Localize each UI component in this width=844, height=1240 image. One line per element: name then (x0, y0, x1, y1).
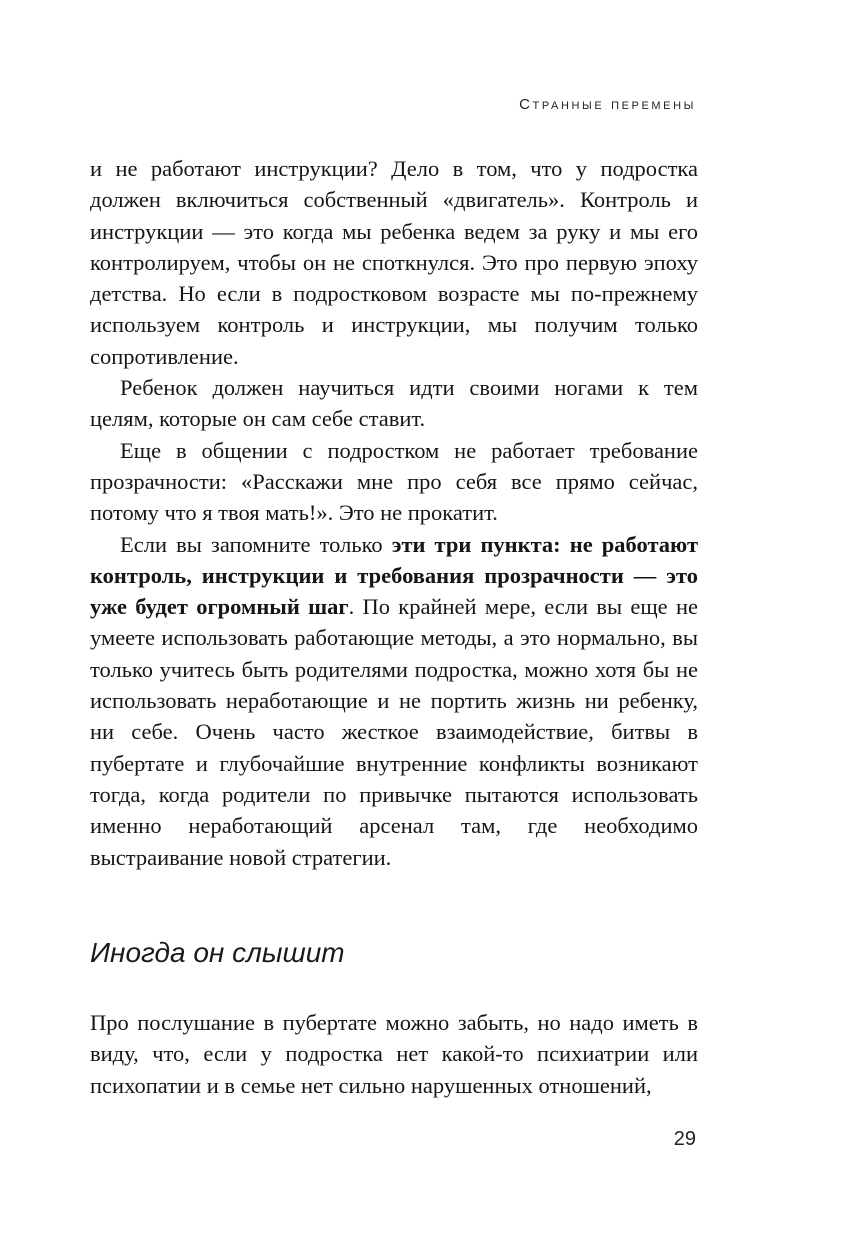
paragraph-text: . По крайней мере, если вы еще не умеете использовать работающие методы, а это нормально, вы только учитесь быть родителями подростка, можно хотя бы не использовать неработающие и не портить жизнь ни ребенку, ни себе. Очень часто жесткое взаимодействие, битвы в пубертате и глубочайшие внутренние конфликты возникают тогда, когда родители по привычке пытаются использовать именно неработающий арсенал там, где необходимо выстраивание новой стратегии. (90, 594, 698, 870)
running-header: Странные перемены (519, 96, 696, 113)
paragraph-text: Если вы запомните только (120, 531, 392, 557)
paragraph: и не работают инструкции? Дело в том, что у подростка должен включиться собственный «двигатель». Контроль и инструкции — это когда мы ребенка ведем за руку и мы его контролируем, чтобы он не споткнулся. Это про первую эпоху детства. Но если в подростковом возрасте мы по-прежнему используем контроль и инструкции, мы получим только сопротивление. (90, 156, 698, 369)
section-body-text (90, 1007, 698, 1101)
paragraph: Еще в общении с подростком не работает требование прозрачности: «Расскажи мне про себя все прямо сейчас, потому что я твоя мать!». Это не прокатит. (90, 437, 698, 526)
emphasis-text: эти три пункта: не работают контроль, инструкции и требования прозрачности — это уже будет огромный шаг (90, 531, 698, 620)
paragraph (90, 529, 698, 873)
paragraph: Про послушание в пубертате можно забыть, но надо иметь в виду, что, если у подростка нет какой-то психиатрии или психопатии и в семье нет сильно нарушенных отношений, (90, 1010, 698, 1098)
paragraph: Ребенок должен научиться идти своими ногами к тем целям, которые он сам себе ставит. (90, 375, 698, 432)
body-text (90, 153, 698, 873)
page-number: 29 (673, 1128, 696, 1150)
section-heading: Иногда он слышит (90, 937, 345, 968)
